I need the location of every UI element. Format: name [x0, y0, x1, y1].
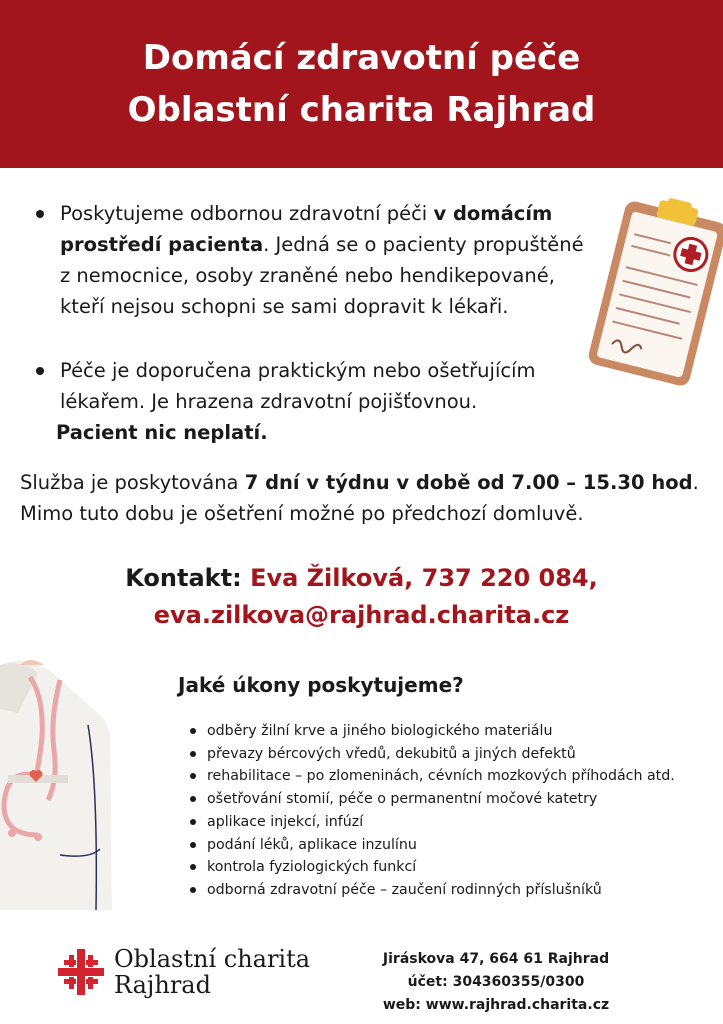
service-item-text: rehabilitace – po zlomeninách, cévních mozkových příhodách atd. [207, 768, 675, 785]
list-item [190, 811, 720, 834]
charita-logo [56, 946, 310, 998]
service-item-text: kontrola fyziologických funkcí [207, 859, 417, 876]
bullet-dot [190, 773, 196, 779]
service-item-text: odběry žilní krve a jiného biologického materiálu [207, 723, 553, 739]
bullet-dot [190, 864, 196, 870]
list-item [190, 834, 720, 857]
bullet-dot [190, 887, 196, 893]
intro-bullet-bold: v domácím prostředí pacienta [60, 202, 553, 256]
service-hours [20, 467, 710, 529]
bullet-dot [190, 751, 196, 757]
bullet-dot [36, 367, 44, 375]
footer-account: účet: 304360355/0300 [407, 974, 585, 990]
bullet-dot [190, 796, 196, 802]
header-banner [0, 0, 723, 168]
list-item [190, 788, 720, 811]
service-item-text: aplikace injekcí, infúzí [207, 813, 364, 830]
bullet-dot [190, 728, 196, 734]
footer-web-link[interactable]: web: www.rajhrad.charita.cz [382, 997, 610, 1013]
service-text: . [692, 471, 699, 494]
contact-name-phone[interactable]: Eva Žilková, 737 220 084, [250, 564, 598, 592]
service-item-text: převazy bércových vředů, dekubitů a jiných defektů [207, 745, 576, 762]
charita-cross-icon [56, 947, 106, 997]
logo-line2: Rajhrad [114, 971, 211, 999]
list-item [190, 856, 720, 879]
intro-bullets [36, 198, 596, 448]
service-item-text: ošetřování stomií, péče o permanentní močové katetry [207, 791, 598, 808]
bullet-dot [190, 819, 196, 825]
bullet-dot [36, 210, 44, 218]
list-item [190, 765, 720, 788]
contact-label: Kontakt: [125, 564, 242, 592]
footer-address: Jiráskova 47, 664 61 Rajhrad [382, 951, 610, 967]
service-hours-line1 [20, 467, 710, 498]
intro-bullet-text: . Jedná se o pacienty propuštěné z nemocnice, osoby zraněné nebo hendikepované, kteří nejsou schopni se sami dopravit k lékaři. [60, 233, 584, 318]
contact-line1 [0, 560, 723, 597]
logo-line1: Oblastní charita [114, 945, 311, 973]
no-payment-note: Pacient nic neplatí. [56, 421, 268, 444]
footer-info [366, 948, 626, 1017]
intro-bullet-care-at-home [36, 198, 596, 322]
service-text: Služba je poskytována [20, 471, 245, 494]
contact-block [0, 560, 723, 634]
service-hours-line2: Mimo tuto dobu je ošetření možné po předchozí domluvě. [20, 502, 584, 525]
list-item [190, 720, 720, 743]
service-hours-bold: 7 dní v týdnu v době od 7.00 – 15.30 hod [244, 471, 693, 494]
intro-bullet-text: Poskytujeme odbornou zdravotní péči [60, 202, 434, 225]
page-subtitle: Oblastní charita Rajhrad [127, 90, 596, 130]
list-item [190, 879, 720, 902]
doctor-stethoscope-icon [0, 655, 112, 910]
service-item-text: odborná zdravotní péče – zaučení rodinných příslušníků [207, 881, 602, 898]
list-item [190, 743, 720, 766]
contact-email-link[interactable]: eva.zilkova@rajhrad.charita.cz [153, 601, 570, 629]
service-item-text: podání léků, aplikace inzulínu [207, 836, 417, 853]
page-title: Domácí zdravotní péče [142, 38, 581, 78]
logo-text [114, 946, 310, 998]
intro-bullet-recommendation [36, 355, 596, 417]
services-heading: Jaké úkony poskytujeme? [178, 673, 464, 697]
services-list [190, 720, 720, 902]
intro-bullet-text: Péče je doporučena praktickým nebo ošetřujícím lékařem. Je hrazena zdravotní pojišťovnou. [60, 359, 536, 413]
medical-clipboard-icon [585, 195, 723, 395]
bullet-dot [190, 842, 196, 848]
